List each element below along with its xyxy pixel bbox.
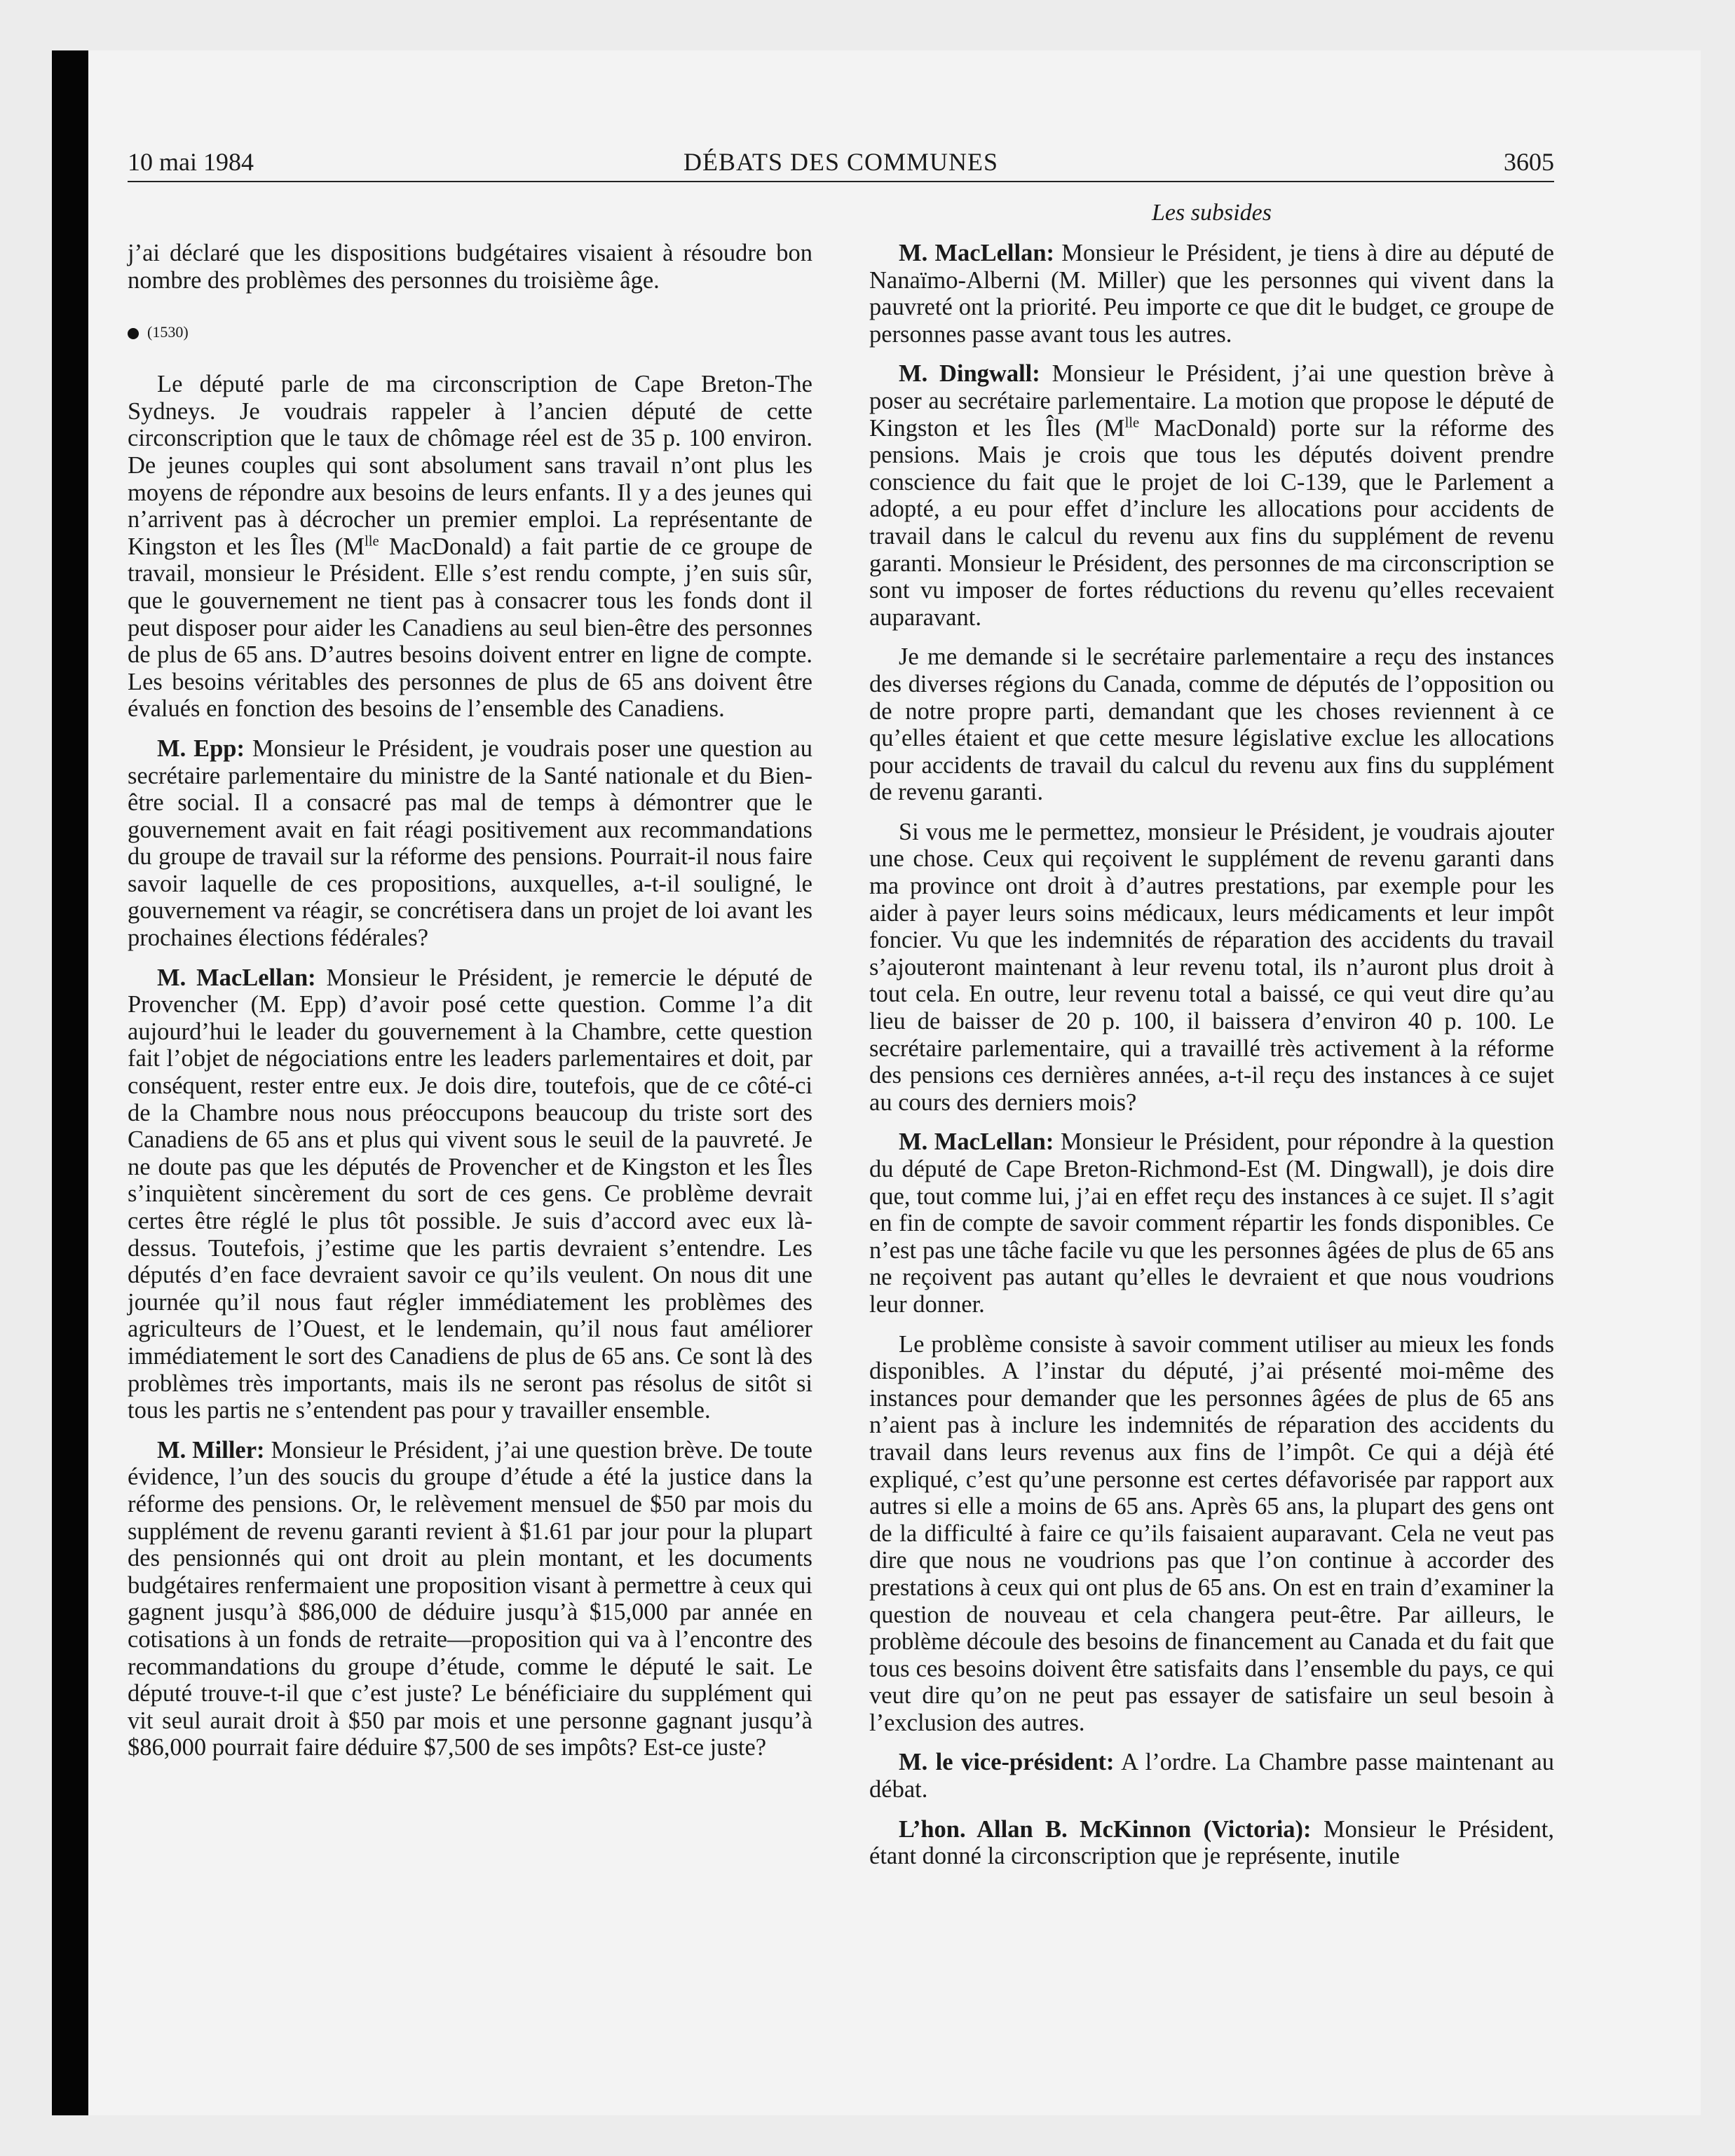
paragraph-text: Monsieur le Président, étant donné la circonscription que je représente, inutile	[869, 1815, 1554, 1870]
speaker-name: M. le vice-président:	[899, 1749, 1115, 1776]
speaker-name: M. MacLellan:	[899, 240, 1055, 266]
time-marker-text: (1530)	[147, 323, 189, 341]
speaker-name: L’hon. Allan B. McKinnon (Victoria):	[899, 1815, 1312, 1843]
paragraph-text: Monsieur le Président, je remercie le député de Provencher (M. Epp) d’avoir posé cette question. Comme l’a dit aujourd’hui le leader du gouvernement à la Chambre, cette question fait l’objet de négociations entre les leaders parlementaires et doit, par conséquent, rester entre eux. Je dois dire, toutefois, que de ce côté-ci de la Chambre nous nous préoccupons beaucoup du triste sort des Canadiens de 65 ans et plus qui vivent sous le seuil de la pauvreté. Je ne doute pas que les députés de Provencher et de Kingston et les Îles s’inquiètent sincèrement du sort de ces gens. Ce problème devrait certes être réglé le plus tôt possible. Je suis d’accord avec eux là-dessus. Toutefois, j’estime que les partis devraient s’entendre. Les députés d’en face devraient savoir ce qu’ils veulent. On nous dit une journée qu’il nous faut régler immédiatement les problèmes des agriculteurs de l’Ouest, et le lendemain, qu’il nous faut améliorer immédiatement le sort des Canadiens de plus de 65 ans. Ce sont là des problèmes très importants, mais ils ne seront pas résolus de sitôt si tous les partis ne s’entendent pas pour y travailler ensemble.	[128, 964, 812, 1424]
paragraph	[128, 735, 812, 952]
paragraph	[128, 964, 812, 1424]
paragraph-text: A l’ordre. La Chambre passe maintenant au débat.	[869, 1749, 1554, 1803]
paragraph-text: MacDonald) porte sur la réforme des pensions. Mais je crois que tous les députés doivent prendre conscience du fait que le projet de loi C-139, que le Parlement a adopté, a eu pour effet d’inclure les allocations pour accidents de travail dans le calcul du revenu aux fins du supplément de revenu garanti. Monsieur le Président, des personnes de ma circonscription se sont vu imposer de fortes réductions du revenu qu’elles recevaient auparavant.	[869, 414, 1554, 631]
speaker-name: M. Miller:	[157, 1436, 265, 1464]
header-rule	[128, 181, 1554, 182]
superscript: lle	[1124, 415, 1140, 431]
paragraph	[869, 1749, 1554, 1803]
paragraph	[128, 371, 812, 723]
scan-binding-edge	[52, 50, 88, 2115]
superscript: lle	[365, 533, 379, 550]
paragraph	[869, 240, 1554, 348]
left-column	[128, 240, 812, 1774]
header-date: 10 mai 1984	[128, 148, 254, 176]
speaker-name: M. Dingwall:	[899, 360, 1040, 388]
paragraph	[869, 1816, 1554, 1870]
right-column	[869, 240, 1554, 1883]
speaker-name: M. Epp:	[157, 735, 245, 762]
speaker-name: M. MacLellan:	[157, 964, 316, 991]
paragraph-text: Monsieur le Président, pour répondre à la question du député de Cape Breton-Richmond-Est (M. Dingwall), je dois dire que, tout comme lui, j’ai en effet reçu des instances à ce sujet. Il s’agit en fin de compte de savoir comment répartir les fonds disponibles. Ce n’est pas une tâche facile vu que les personnes âgées de plus de 65 ans ne reçoivent pas autant qu’elles le devraient et que nous voudrions leur donner.	[869, 1128, 1555, 1318]
paragraph-text: Monsieur le Président, je tiens à dire au député de Nanaïmo-Alberni (M. Miller) que les personnes qui vivent dans la pauvreté ont la priorité. Peu importe ce que dit le budget, ce groupe de personnes passe avant tous les autres.	[869, 240, 1554, 348]
header-title: DÉBATS DES COMMUNES	[683, 148, 999, 176]
paragraph-text: MacDonald) a fait partie de ce groupe de travail, monsieur le Président. Elle s’est rendu compte, j’en suis sûr, que le gouvernement ne tient pas à consacrer tous les fonds dont il peut disposer pour aider les Canadiens au seul bien-être des personnes de plus de 65 ans. D’autres besoins doivent entrer en ligne de compte. Les besoins véritables des personnes de plus de 65 ans doivent être évalués en fonction des besoins de l’ensemble des Canadiens.	[128, 533, 812, 723]
bullet-dot-icon	[128, 328, 139, 339]
paragraph	[869, 360, 1554, 631]
time-marker	[128, 322, 812, 343]
paragraph: Le problème consiste à savoir comment utiliser au mieux les fonds disponibles. A l’instar du député, j’ai présenté moi-même des instances pour demander que les personnes âgées de plus de 65 ans n’aient pas à inclure les indemnités de réparation des accidents du travail dans leurs revenus aux fins de l’impôt. Ce qui a déjà été expliqué, c’est qu’une personne est certes défavorisée par rapport aux autres si elle a moins de 65 ans. Après 65 ans, la plupart des gens ont de la difficulté à faire ce qu’ils faisaient auparavant. Cela ne veut pas dire que nous ne voudrions pas que l’on continue à accorder des prestations à ceux qui ont plus de 65 ans. On est en train d’examiner la question de nouveau et cela changera peut-être. Par ailleurs, le problème découle des besoins de financement au Canada et du fait que tous ces besoins doivent être satisfaits dans l’ensemble du pays, ce qui veut dire qu’on ne peut pas essayer de satisfaire un seul besoin à l’exclusion des autres.	[869, 1330, 1554, 1736]
paragraph-text: Le député parle de ma circonscription de Cape Breton-The Sydneys. Je voudrais rappeler à l’ancien député de cette circonscription que le taux de chômage réel est de 35 p. 100 environ. De jeunes couples qui sont absolument sans travail n’ont plus les moyens de répondre aux besoins de leurs enfants. Il y a des jeunes qui n’arrivent pas à décrocher un premier emploi. La représentante de Kingston et les Îles (M	[128, 371, 812, 560]
paragraph-text: Monsieur le Président, j’ai une question brève à poser au secrétaire parlementaire. La motion que propose le député de Kingston et les Îles (M	[869, 360, 1555, 442]
paragraph-text: Monsieur le Président, je voudrais poser une question au secrétaire parlementaire du ministre de la Santé nationale et du Bien-être social. Il a consacré pas mal de temps à démontrer que le gouvernement avait en fait réagi positivement aux recommandations du groupe de travail sur la réforme des pensions. Pourrait-il nous faire savoir laquelle de ces propositions, auxquelles, a-t-il souligné, le gouvernement va réagir, se concrétisera dans un projet de loi avant les prochaines élections fédérales?	[128, 735, 812, 952]
paragraph-text: Monsieur le Président, j’ai une question brève. De toute évidence, l’un des soucis du groupe d’étude a été la justice dans la réforme des pensions. Or, le relèvement mensuel de $50 par mois du supplément de revenu garanti revient à $1.61 par jour pour la plupart des pensionnés qui ont droit au plein montant, et les documents budgétaires renfermaient une proposition visant à permettre à ceux qui gagnent jusqu’à $86,000 de déduire jusqu’à $15,000 par année en cotisations à un fonds de retraite—proposition qui va à l’encontre des recommandations du groupe d’étude, comme le député le sait. Le député trouve-t-il que c’est juste? Le bénéficiaire du supplément qui vit seul aurait droit à $50 par mois et une personne gagnant jusqu’à $86,000 pourrait faire déduire $7,500 de ses impôts? Est-ce juste?	[128, 1436, 812, 1761]
paragraph: j’ai déclaré que les dispositions budgétaires visaient à résoudre bon nombre des problèmes des personnes du troisième âge.	[128, 240, 812, 294]
page-header	[128, 145, 1554, 179]
speaker-name: M. MacLellan:	[899, 1128, 1054, 1156]
paragraph	[128, 1437, 812, 1761]
running-head: Les subsides	[1152, 200, 1272, 226]
paragraph	[869, 1128, 1554, 1318]
paragraph: Je me demande si le secrétaire parlementaire a reçu des instances des diverses régions du Canada, comme de députés de l’opposition ou de notre propre parti, demandant que les choses reviennent à ce qu’elles étaient et que cette mesure législative exclue les allocations pour accidents de travail du calcul du revenu aux fins du supplément de revenu garanti.	[869, 643, 1554, 806]
paragraph: Si vous me le permettez, monsieur le Président, je voudrais ajouter une chose. Ceux qui reçoivent le supplément de revenu garanti dans ma province ont droit à d’autres prestations, par exemple pour les aider à payer leurs soins médicaux, leurs médicaments et leur impôt foncier. Vu que les indemnités de réparation des accidents du travail s’ajouteront maintenant à leur revenu total, ils n’auront plus droit à tout cela. En outre, leur revenu total a baissé, ce qui veut dire qu’au lieu de baisser de 20 p. 100, il baissera d’environ 40 p. 100. Le secrétaire parlementaire, qui a travaillé très activement à la réforme des pensions ces dernières années, a-t-il reçu des instances à ce sujet au cours des derniers mois?	[869, 818, 1554, 1116]
header-page-number: 3605	[1504, 148, 1554, 176]
